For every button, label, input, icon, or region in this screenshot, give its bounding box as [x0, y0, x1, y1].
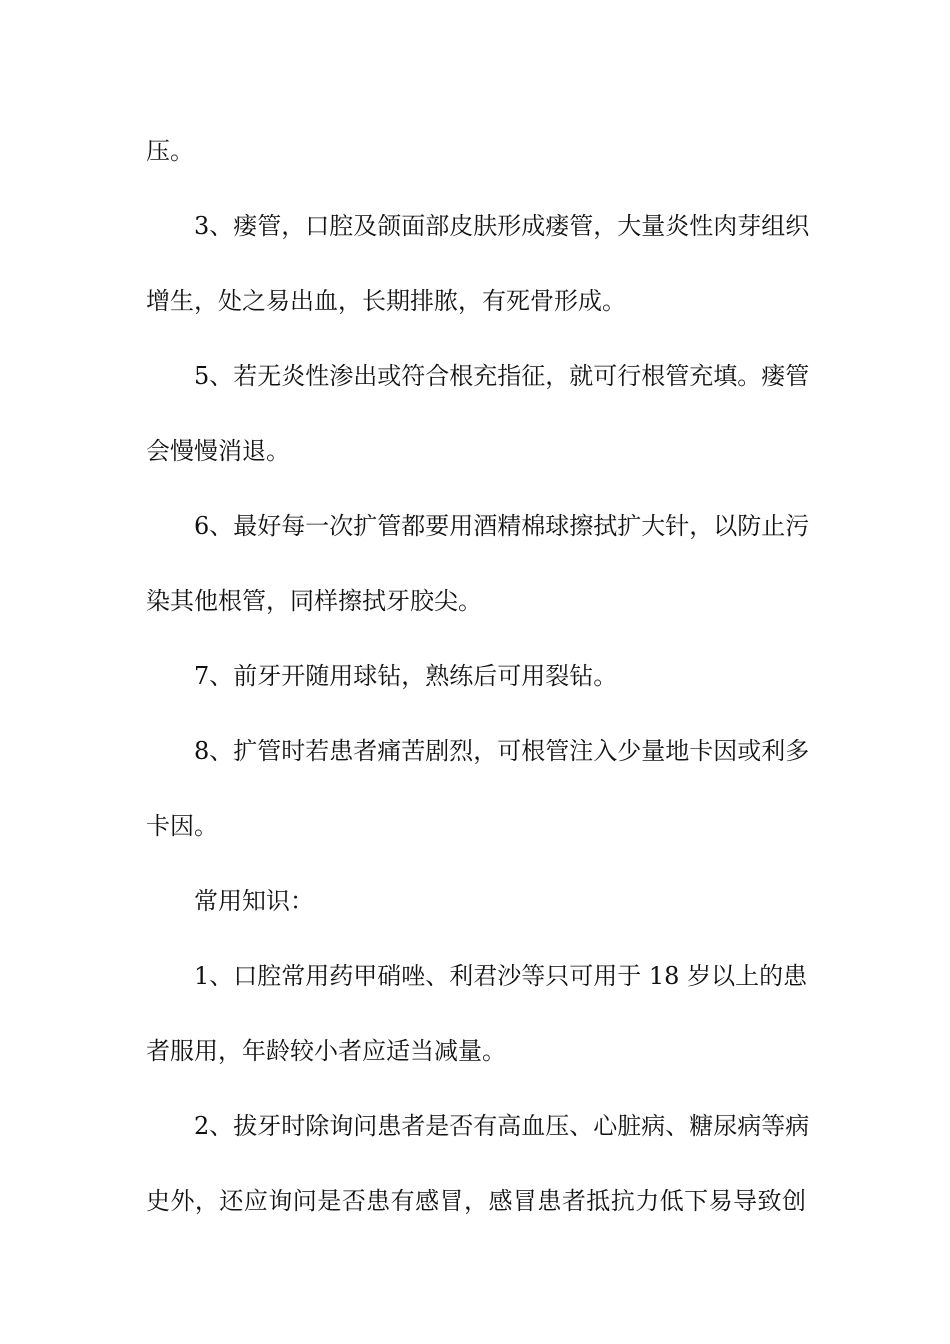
- text-line-5: 会慢慢消退。: [146, 437, 290, 465]
- text-line-3: 增生，处之易出血，长期排脓，有死骨形成。: [146, 287, 626, 315]
- text-line-8: 7、前牙开随用球钻，熟练后可用裂钻。: [194, 662, 618, 690]
- text-line-10: 卡因。: [146, 812, 218, 840]
- section-heading: 常用知识：: [194, 887, 314, 915]
- text-line-14: 2、拔牙时除询问患者是否有高血压、心脏病、糖尿病等病: [194, 1112, 810, 1140]
- text-line-2: 3、瘘管，口腔及颌面部皮肤形成瘘管，大量炎性肉芽组织: [194, 212, 810, 240]
- text-line-1: 压。: [146, 137, 194, 165]
- text-line-7: 染其他根管，同样擦拭牙胶尖。: [146, 587, 482, 615]
- text-line-15: 史外，还应询问是否患有感冒，感冒患者抵抗力低下易导致创: [146, 1187, 806, 1215]
- text-line-9: 8、扩管时若患者痛苦剧烈，可根管注入少量地卡因或利多: [194, 737, 810, 765]
- text-line-13: 者服用，年龄较小者应适当减量。: [146, 1037, 506, 1065]
- text-line-6: 6、最好每一次扩管都要用酒精棉球擦拭扩大针，以防止污: [194, 512, 810, 540]
- text-line-4: 5、若无炎性渗出或符合根充指征，就可行根管充填。瘘管: [194, 362, 810, 390]
- text-line-12: 1、口腔常用药甲硝唑、利君沙等只可用于 18 岁以上的患: [194, 962, 808, 990]
